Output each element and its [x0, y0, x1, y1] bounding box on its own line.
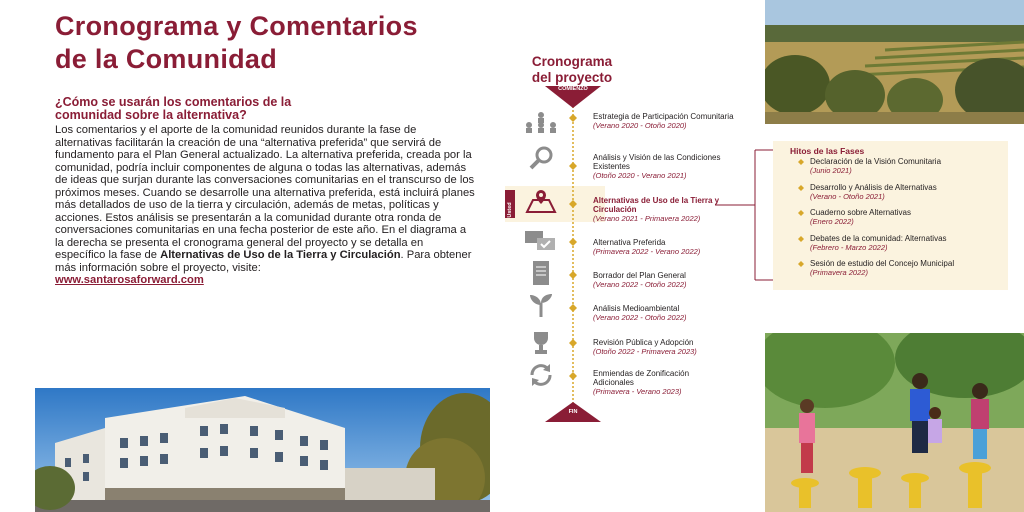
stage-title: Estrategia de Participación Comunitaria	[593, 112, 734, 121]
stage-date: (Otoño 2020 - Verano 2021)	[593, 171, 687, 180]
milestone-date: (Enero 2022)	[810, 217, 854, 226]
end-label: FIN	[568, 409, 578, 415]
sprout-icon	[521, 293, 561, 319]
magnifier-icon	[521, 145, 561, 171]
milestone-5	[810, 259, 980, 277]
title-line-1: Cronograma y Comentarios	[55, 11, 418, 41]
stage-title: Borrador del Plan General	[593, 271, 686, 280]
stage-title: Alternativa Preferida	[593, 238, 666, 247]
stage-date: (Verano 2022 - Otoño 2022)	[593, 280, 687, 289]
stage-1	[593, 112, 743, 130]
stage-title: Análisis Medioambiental	[593, 304, 680, 313]
building-photo	[35, 388, 490, 512]
milestone-title: Desarrollo y Análisis de Alternativas	[810, 183, 937, 192]
title-line-2: de la Comunidad	[55, 44, 278, 74]
stage-title: Alternativas de Uso de la Tierra y Circulación	[593, 196, 720, 214]
current-tag-label: Usted	[507, 202, 513, 218]
cycle-arrows-icon	[521, 362, 561, 388]
milestone-date: (Verano - Otoño 2021)	[810, 192, 885, 201]
stage-7	[593, 338, 743, 356]
stage-8	[593, 369, 713, 396]
timeline-title-line-2: del proyecto	[531, 70, 613, 85]
milestone-date: (Primavera 2022)	[810, 268, 868, 277]
milestone-title: Cuaderno sobre Alternativas	[810, 208, 911, 217]
milestone-title: Declaración de la Visión Comunitaria	[810, 157, 942, 166]
playground-photo	[765, 333, 1024, 512]
website-link[interactable]: www.santarosaforward.com	[55, 274, 204, 286]
milestone-4	[810, 234, 1005, 252]
milestone-date: (Junio 2021)	[810, 166, 852, 175]
body-text-part-1: Los comentarios y el aporte de la comunidad reunidos durante la fase de alternativas facilitarán la creación de una “alternativa preferida” que servirá de fundamento para el Plan General actualizado. La alternativa preferida, creada por la comunidad, podría incluir componentes de alguna o todas las alternativas, además de ideas que surjan durante las conversaciones comunitarias en el transcurso de los próximos meses. Cuando se desarrolle una alternativa preferida, está incluirá planes más detallados de uso de la tierra y circulación, además de metas, políticas y acciones. Estos análisis se presentarán a la comunidad durante otra ronda de conversaciones comunitarias en una fecha posterior de este año. En el diagrama a la derecha se presenta el cronograma general del proyecto y se detalla en específico la fase de	[55, 124, 475, 261]
milestone-2	[810, 183, 1005, 201]
body-bold-phase: Alternativas de Uso de la Tierra y Circulación	[160, 249, 401, 261]
milestones-title: Hitos de las Fases	[790, 146, 865, 156]
body-paragraph	[55, 124, 475, 287]
stage-6	[593, 304, 743, 322]
stage-date: (Otoño 2022 - Primavera 2023)	[593, 347, 697, 356]
stage-date: (Verano 2021 - Primavera 2022)	[593, 214, 701, 223]
vineyard-photo	[765, 0, 1024, 124]
milestone-1	[810, 157, 1005, 175]
chat-check-icon	[521, 228, 561, 254]
timeline-title	[517, 54, 627, 86]
map-pin-icon	[521, 188, 561, 214]
page-title	[55, 10, 525, 76]
question-line-1: ¿Cómo se usarán los comentarios de la	[55, 95, 292, 109]
stage-title: Enmiendas de Zonificación Adicionales	[593, 369, 690, 387]
milestone-bullets	[795, 157, 807, 287]
stage-date: (Primavera - Verano 2023)	[593, 387, 682, 396]
milestone-date: (Febrero - Marzo 2022)	[810, 243, 888, 252]
timeline-title-line-1: Cronograma	[531, 54, 613, 69]
document-icon	[521, 260, 561, 286]
question-line-2: comunidad sobre la alternativa?	[55, 108, 247, 122]
stage-title: Análisis y Visión de las Condiciones Existentes	[593, 153, 721, 171]
milestone-title: Debates de la comunidad: Alternativas	[810, 234, 947, 243]
milestone-title: Sesión de estudio del Concejo Municipal	[810, 259, 955, 268]
start-label: COMIENZO	[558, 86, 588, 92]
people-network-icon	[521, 110, 561, 136]
stage-date: (Primavera 2022 - Verano 2022)	[593, 247, 701, 256]
stage-date: (Verano 2020 - Otoño 2020)	[593, 121, 687, 130]
trophy-icon	[521, 330, 561, 356]
body-text-part-2: . Para obtener más información sobre el proyecto, visite:	[55, 249, 472, 274]
section-question	[55, 96, 415, 122]
stage-title: Revisión Pública y Adopción	[593, 338, 694, 347]
milestone-3	[810, 208, 1005, 226]
stage-date: (Verano 2022 - Otoño 2022)	[593, 313, 687, 322]
